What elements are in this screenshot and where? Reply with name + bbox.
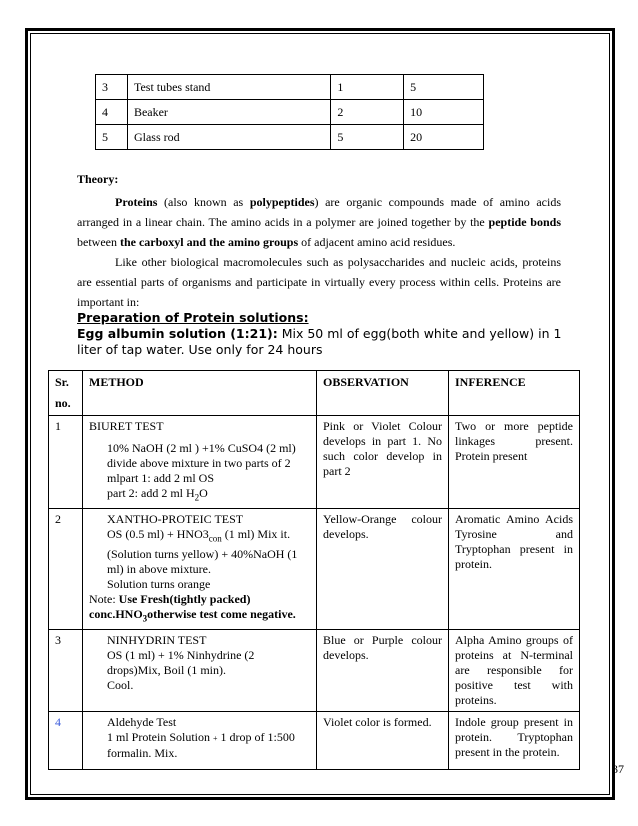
theory-paragraph-2 [77, 252, 561, 312]
table-header-row [49, 371, 580, 416]
table-row [49, 416, 580, 509]
sr-cell: 3 [49, 630, 83, 712]
cell: 5 [96, 125, 128, 150]
sr-cell: 2 [49, 509, 83, 630]
header-method: METHOD [83, 371, 317, 416]
cell: Beaker [127, 100, 330, 125]
preparation-section [77, 310, 577, 358]
observation-cell: Violet color is formed. [317, 712, 449, 770]
text: of adjacent amino acid residues. [298, 235, 456, 249]
cell: 1 [331, 75, 404, 100]
sr-cell: 1 [49, 416, 83, 509]
observation-cell: Yellow-Orange colour develops. [317, 509, 449, 630]
cell: 20 [404, 125, 484, 150]
cell: 5 [404, 75, 484, 100]
cell: 2 [331, 100, 404, 125]
method-cell: XANTHO-PROTEIC TEST OS (0.5 $ml) + HNO3_{con}$ (1 ml) Mix it. (Solution turns yellow) + 40%NaOH (1 ml) in above mixture. Solution turns orange Note: Use Fresh(tightly packed) $conc.HNO_3otherwise$ test come negative. [83, 509, 317, 630]
method-cell: BIURET TEST 10% NaOH (2 ml ) +1% CuSO4 (2 ml) divide above mixture in two parts of 2 mlpart 1: add 2 ml OS part 2: add 2 ml $H_2O$ [83, 416, 317, 509]
header-observation: OBSERVATION [317, 371, 449, 416]
table-row [96, 75, 484, 100]
text: (also known as [157, 195, 250, 209]
cell: 4 [96, 100, 128, 125]
equipment-table [95, 74, 484, 150]
header-inference: INFERENCE [449, 371, 580, 416]
cell: 3 [96, 75, 128, 100]
inference-cell: Indole group present in protein. Tryptophan present in the protein. [449, 712, 580, 770]
solution-label: Egg albumin solution (1:21): [77, 326, 278, 341]
table-row [96, 125, 484, 150]
preparation-heading: Preparation of Protein solutions: [77, 310, 309, 325]
table-row [96, 100, 484, 125]
text: ) are organic compounds made of amino acids arranged in a linear chain. The amino acids in a polymer are joined together by the [77, 195, 561, 229]
method-cell: NINHYDRIN TEST OS (1 ml) + 1% Ninhydrine (2 drops)Mix, Boil (1 min). Cool. [83, 630, 317, 712]
text: between [77, 235, 120, 249]
method-cell: Aldehyde Test 1 ml Protein Solution + 1 drop of 1:500 formalin. Mix. [83, 712, 317, 770]
header-sr: Sr. no. [49, 371, 83, 416]
table-row [49, 630, 580, 712]
cell: Test tubes stand [127, 75, 330, 100]
page-number: 37 [612, 762, 624, 776]
bold-term: the carboxyl and the amino groups [119, 235, 299, 249]
theory-paragraph-1 [77, 192, 561, 252]
table-row [49, 712, 580, 770]
cell: 10 [404, 100, 484, 125]
inference-cell: Alpha Amino groups of proteins at N-terminal are responsible for positive test with proteins. [449, 630, 580, 712]
table-row [49, 509, 580, 630]
observation-cell: Blue or Purple colour develops. [317, 630, 449, 712]
solution-text: Mix 50 ml of egg(both white and yellow) in 1 liter of tap water. Use only for 24 hours [77, 326, 562, 357]
bold-term: polypeptides [249, 195, 315, 209]
inference-cell: Aromatic Amino Acids Tyrosine and Tryptophan present in protein. [449, 509, 580, 630]
bold-term: peptide bonds [488, 215, 561, 229]
tests-table [48, 370, 580, 770]
inference-cell: Two or more peptide linkages present. Protein present [449, 416, 580, 509]
bold-term: Proteins [115, 195, 158, 209]
text: Like other biological macromolecules such as polysaccharides and nucleic acids, proteins are essential parts of organisms and participate in virtually every process within cells. Proteins are important in: [77, 255, 561, 309]
cell: Glass rod [127, 125, 330, 150]
theory-heading: Theory: [77, 172, 119, 186]
sr-cell: 4 [49, 712, 83, 770]
observation-cell: Pink or Violet Colour develops in part 1. No such color develop in part 2 [317, 416, 449, 509]
cell: 5 [331, 125, 404, 150]
